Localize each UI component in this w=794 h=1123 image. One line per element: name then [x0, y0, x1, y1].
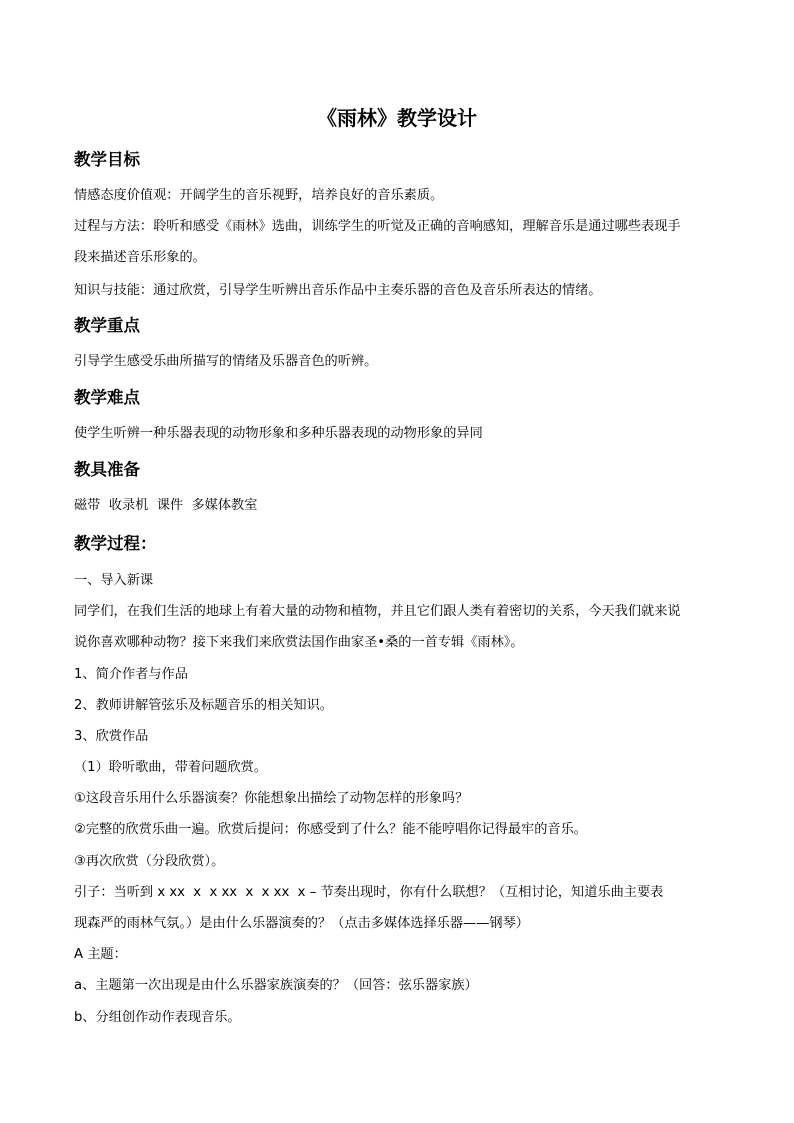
theme-a: A 主题：: [74, 947, 127, 962]
tools-text: 磁带 收录机 课件 多媒体教室: [74, 498, 258, 513]
theme-a-item-b: b、分组创作动作表现音乐。: [74, 1010, 241, 1025]
question-1: ①这段音乐用什么乐器演奏？你能想象出描绘了动物怎样的形象吗？: [74, 791, 469, 806]
item-1: 1、简介作者与作品: [74, 667, 188, 682]
intro-line2: 说你喜欢哪种动物？接下来我们来欣赏法国作曲家圣•桑的一首专辑《雨林》。: [74, 635, 524, 650]
lead-line2: 现森严的雨林气氛。）是由什么乐器演奏的？（点击多媒体选择乐器——钢琴）: [74, 916, 529, 931]
intro-line1: 同学们，在我们生活的地球上有着大量的动物和植物，并且它们跟人类有着密切的关系，今天我们就来说: [74, 604, 681, 619]
goal-method-line2: 段来描述音乐形象的。: [74, 250, 206, 265]
heading-process: 教学过程：: [74, 534, 157, 553]
lead-line1: 引子：当听到 x xx x x xx x x xx x – 节奏出现时，你有什么联想？（互相讨论，知道乐曲主要表: [74, 885, 664, 900]
item-2: 2、教师讲解管弦乐及标题音乐的相关知识。: [74, 698, 333, 713]
heading-difficult: 教学难点: [74, 388, 140, 407]
heading-key: 教学重点: [74, 316, 140, 335]
process-section1: 一、导入新课: [74, 573, 154, 588]
key-text: 引导学生感受乐曲所描写的情绪及乐器音色的听辨。: [74, 354, 378, 369]
heading-goals: 教学目标: [74, 150, 140, 169]
goal-method-line1: 过程与方法：聆听和感受《雨林》选曲，训练学生的听觉及正确的音响感知，理解音乐是通过哪些表现手: [74, 219, 681, 234]
question-3: ③再次欣赏（分段欣赏）。: [74, 854, 225, 869]
difficult-text: 使学生听辨一种乐器表现的动物形象和多种乐器表现的动物形象的异同: [74, 426, 483, 441]
goal-skill: 知识与技能：通过欣赏，引导学生听辨出音乐作品中主奏乐器的音色及音乐所表达的情绪。: [74, 283, 602, 298]
theme-a-item-a: a、主题第一次出现是由什么乐器家族演奏的？（回答：弦乐器家族）: [74, 978, 478, 993]
heading-tools: 教具准备: [74, 460, 140, 479]
document-title: 《雨林》教学设计: [317, 106, 477, 130]
item-3: 3、欣赏作品: [74, 729, 149, 744]
question-2: ②完整的欣赏乐曲一遍。欣赏后提问：你感受到了什么？能不能哼唱你记得最牢的音乐。: [74, 822, 587, 837]
sub-1: （1）聆听歌曲，带着问题欣赏。: [74, 760, 268, 775]
goal-emotion: 情感态度价值观：开阔学生的音乐视野，培养良好的音乐素质。: [74, 188, 444, 203]
